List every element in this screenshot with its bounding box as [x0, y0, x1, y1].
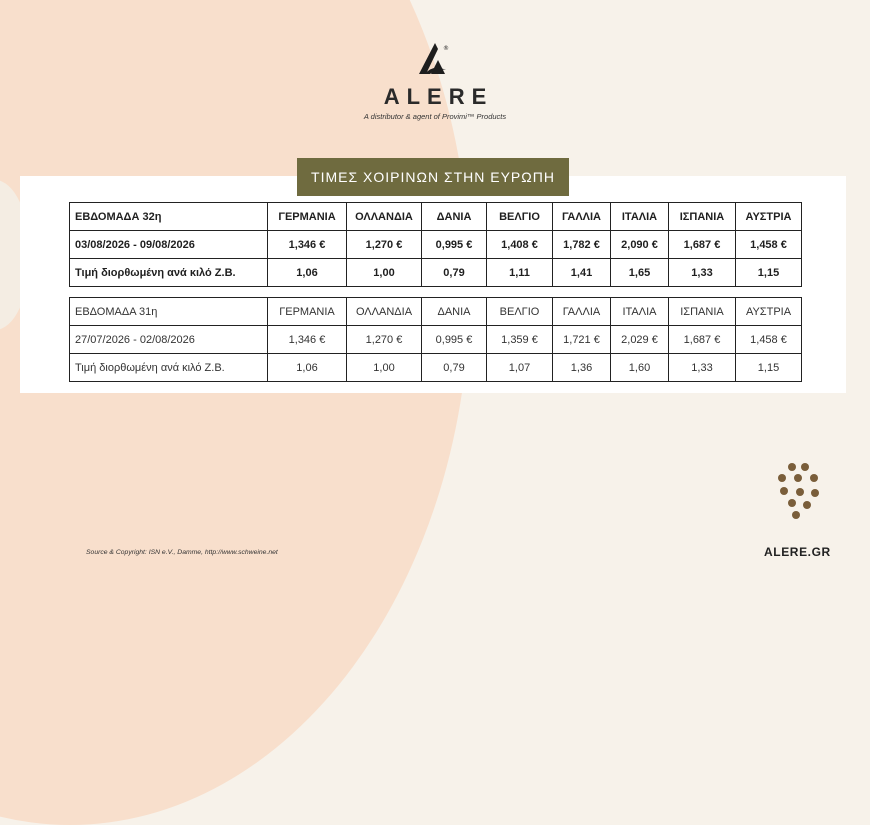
price-cell: 1,41	[553, 259, 611, 287]
price-cell: 1,60	[611, 354, 669, 382]
country-header: ΙΣΠΑΝΙΑ	[669, 203, 736, 231]
price-cell: 1,65	[611, 259, 669, 287]
price-cell: 1,346 €	[268, 231, 347, 259]
table-row	[70, 326, 802, 354]
price-cell: 0,79	[422, 259, 487, 287]
country-header: ΔΑΝΙΑ	[422, 298, 487, 326]
website-link[interactable]: ALERE.GR	[764, 545, 831, 559]
price-cell: 1,00	[347, 259, 422, 287]
adjusted-price-label: Τιμή διορθωμένη ανά κιλό Ζ.Β.	[70, 259, 268, 287]
country-header: ΔΑΝΙΑ	[422, 203, 487, 231]
price-cell: 0,79	[422, 354, 487, 382]
page-title: ΤΙΜΕΣ ΧΟΙΡΙΝΩΝ ΣΤΗΝ ΕΥΡΩΠΗ	[297, 158, 569, 196]
country-header: ΓΕΡΜΑΝΙΑ	[268, 203, 347, 231]
price-cell: 1,15	[736, 354, 802, 382]
country-header: ΟΛΛΑΝΔΙΑ	[347, 203, 422, 231]
price-cell: 1,458 €	[736, 231, 802, 259]
country-header: ΙΤΑΛΙΑ	[611, 298, 669, 326]
price-cell: 1,270 €	[347, 326, 422, 354]
price-cell: 1,33	[669, 354, 736, 382]
country-header: ΙΤΑΛΙΑ	[611, 203, 669, 231]
brand-name: ALERE	[383, 84, 494, 109]
price-cell: 1,06	[268, 259, 347, 287]
week-label: ΕΒΔΟΜΑΔΑ 31η	[70, 298, 268, 326]
price-table-week-32	[69, 202, 802, 287]
price-cell: 1,346 €	[268, 326, 347, 354]
country-header: ΑΥΣΤΡΙΑ	[736, 203, 802, 231]
price-cell: 1,782 €	[553, 231, 611, 259]
price-cell: 1,06	[268, 354, 347, 382]
table-row	[70, 231, 802, 259]
country-header: ΓΑΛΛΙΑ	[553, 298, 611, 326]
price-cell: 1,07	[487, 354, 553, 382]
country-header: ΓΑΛΛΙΑ	[553, 203, 611, 231]
table-row	[70, 259, 802, 287]
price-cell: 2,029 €	[611, 326, 669, 354]
date-range: 27/07/2026 - 02/08/2026	[70, 326, 268, 354]
date-range: 03/08/2026 - 09/08/2026	[70, 231, 268, 259]
price-cell: 1,33	[669, 259, 736, 287]
price-cell: 1,687 €	[669, 326, 736, 354]
country-header: ΒΕΛΓΙΟ	[487, 203, 553, 231]
price-table-week-31	[69, 297, 802, 382]
adjusted-price-label: Τιμή διορθωμένη ανά κιλό Ζ.Β.	[70, 354, 268, 382]
price-cell: 1,15	[736, 259, 802, 287]
table-row	[70, 354, 802, 382]
country-header: ΟΛΛΑΝΔΙΑ	[347, 298, 422, 326]
price-cell: 1,458 €	[736, 326, 802, 354]
table-header-row	[70, 203, 802, 231]
price-cell: 1,721 €	[553, 326, 611, 354]
dots-pattern-icon	[770, 462, 830, 522]
price-cell: 1,359 €	[487, 326, 553, 354]
alere-logo-icon	[415, 40, 455, 78]
price-cell: 0,995 €	[422, 326, 487, 354]
country-header: ΓΕΡΜΑΝΙΑ	[268, 298, 347, 326]
price-cell: 1,36	[553, 354, 611, 382]
source-note: Source & Copyright: ISN e.V., Damme, http://www.schweine.net	[86, 549, 278, 556]
registered-mark: ®	[443, 45, 449, 52]
week-label: ΕΒΔΟΜΑΔΑ 32η	[70, 203, 268, 231]
price-cell: 1,270 €	[347, 231, 422, 259]
country-header: ΑΥΣΤΡΙΑ	[736, 298, 802, 326]
price-cell: 1,687 €	[669, 231, 736, 259]
price-cell: 0,995 €	[422, 231, 487, 259]
brand-tagline: A distributor & agent of Provimi™ Products	[363, 112, 507, 121]
price-cell: 1,11	[487, 259, 553, 287]
country-header: ΒΕΛΓΙΟ	[487, 298, 553, 326]
brand-logo	[0, 40, 870, 121]
price-cell: 1,00	[347, 354, 422, 382]
price-cell: 1,408 €	[487, 231, 553, 259]
country-header: ΙΣΠΑΝΙΑ	[669, 298, 736, 326]
table-header-row	[70, 298, 802, 326]
price-cell: 2,090 €	[611, 231, 669, 259]
